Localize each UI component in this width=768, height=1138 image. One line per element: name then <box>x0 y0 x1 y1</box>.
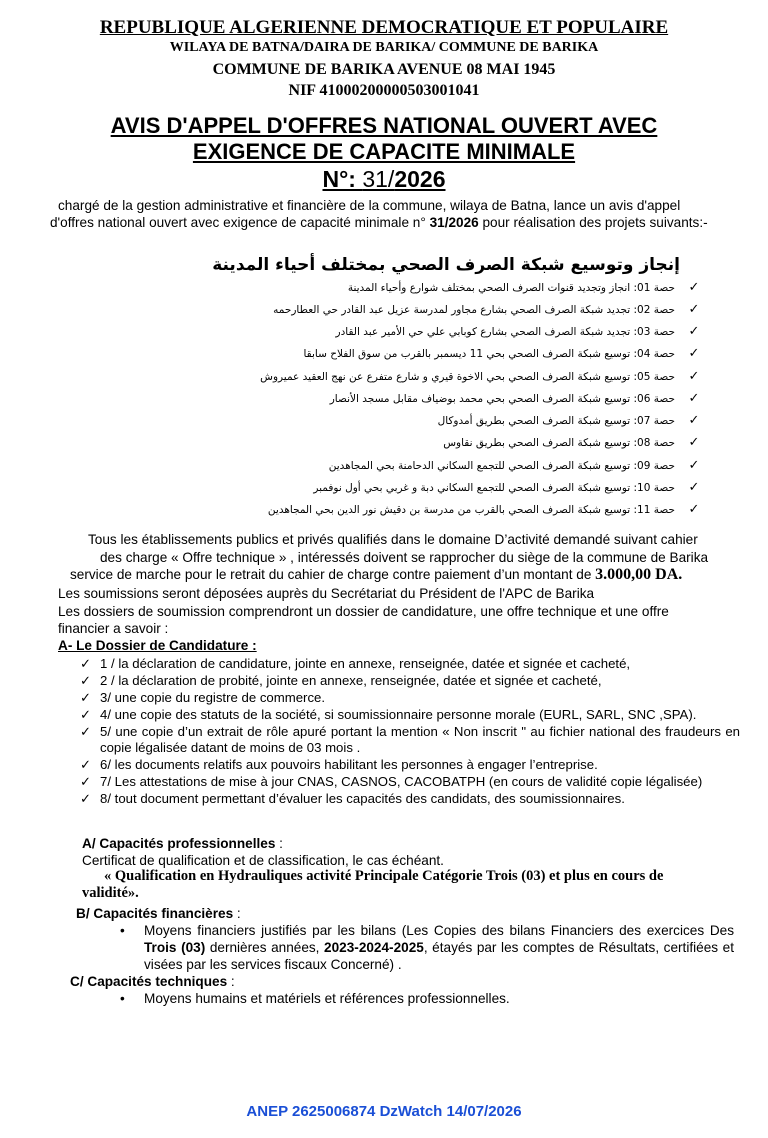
lot-text: حصة 03: تجديد شبكة الصرف الصحي بشارع كوبابي علي حي الأمير عبد القادر <box>335 325 675 338</box>
check-icon: ✓ <box>80 707 92 722</box>
lot-item <box>268 499 705 520</box>
dossier-item <box>80 707 740 723</box>
check-icon: ✓ <box>688 369 700 384</box>
dossier-item <box>80 724 740 756</box>
lot-item <box>336 321 706 342</box>
lot-item <box>443 432 705 453</box>
capacites-tech-item <box>120 990 510 1007</box>
dossier-list <box>80 656 740 808</box>
check-icon: ✓ <box>688 324 700 339</box>
dossier-item-text: 1 / la déclaration de candidature, jointe en annexe, renseignée, datée et signée et cacheté, <box>100 656 631 671</box>
dossier-item <box>80 673 740 689</box>
check-icon: ✓ <box>80 673 92 688</box>
check-icon: ✓ <box>80 724 92 739</box>
intro-paragraph <box>50 197 720 231</box>
dossier-item-text: 7/ Les attestations de mise à jour CNAS, CASNOS, CACOBATPH (en cours de validité copie légalisée) <box>100 774 703 789</box>
check-icon: ✓ <box>80 774 92 789</box>
body-p2: Les soumissions seront déposées auprès du Secrétariat du Président de l'APC de Barika <box>58 586 595 601</box>
capacites-pro-text: Certificat de qualification et de classification, le cas échéant. <box>82 853 444 868</box>
check-icon: ✓ <box>688 502 700 517</box>
notice-number <box>0 166 768 192</box>
header-republic: REPUBLIQUE ALGERIENNE DEMOCRATIQUE ET POPULAIRE <box>99 17 669 38</box>
notice-title-line1: AVIS D'APPEL D'OFFRES NATIONAL OUVERT AVEC <box>110 113 658 138</box>
lot-item <box>348 277 705 298</box>
header-wilaya: WILAYA DE BATNA/DAIRA DE BARIKA/ COMMUNE DE BARIKA <box>169 40 599 55</box>
lot-item <box>329 455 705 476</box>
check-icon: ✓ <box>80 757 92 772</box>
dossier-item <box>80 757 740 773</box>
capacites-fin-text-b: dernières années, <box>205 940 325 955</box>
check-icon: ✓ <box>80 791 92 806</box>
lot-text: حصة 10: توسيع شبكة الصرف الصحي للتجمع السكاني دبة و غربي بحي أول نوفمبر <box>313 481 675 494</box>
check-icon: ✓ <box>80 656 92 671</box>
dossier-item-text: 2 / la déclaration de probité, jointe en annexe, renseignée, datée et signée et cacheté, <box>100 673 602 688</box>
anep-footer: ANEP 2625006874 DzWatch 14/07/2026 <box>246 1103 522 1120</box>
capacites-pro-colon: : <box>275 836 283 851</box>
capacites-tech-title: C/ Capacités techniques <box>70 974 228 989</box>
dossier-item <box>80 774 740 790</box>
lot-text: حصة 09: توسيع شبكة الصرف الصحي للتجمع السكاني الدحامنة بحي المجاهدين <box>328 459 675 472</box>
header-address: COMMUNE DE BARIKA AVENUE 08 MAI 1945 <box>212 61 556 78</box>
capacites-fin-text-c: , étayés par les comptes de Résultats, certifiées et visées par les services fiscaux Concerné) . <box>144 940 734 972</box>
capacites-fin-text-a: Moyens financiers justifiés par les bilans (Les Copies des bilans Financiers des exercices Des <box>144 923 734 938</box>
body-p1-line3 <box>70 566 682 583</box>
body-p3-line2: financier a savoir : <box>58 621 169 636</box>
lot-text: حصة 07: توسيع شبكة الصرف الصحي بطريق أمدوكال <box>437 414 675 427</box>
header-nif: NIF 41000200000503001041 <box>288 82 480 99</box>
check-icon: ✓ <box>80 690 92 705</box>
check-icon: ✓ <box>688 346 700 361</box>
body-p3-line1: Les dossiers de soumission comprendront un dossier de candidature, une offre technique et une offre <box>58 604 669 619</box>
lot-text: حصة 11: توسيع شبكة الصرف الصحي بالقرب من مدرسة بن دقيش نور الدين بحي المجاهدين <box>267 503 675 516</box>
dossier-item-text: 3/ une copie du registre de commerce. <box>100 690 326 705</box>
lot-item <box>438 410 705 431</box>
dossier-item-text: 5/ une copie d’un extrait de rôle apuré portant la mention « Non inscrit " au fichier national des fraudeurs en copie légalisée datant de moins de 03 mois . <box>100 724 740 755</box>
lot-text: حصة 04: توسيع شبكة الصرف الصحي بحي 11 ديسمبر بالقرب من سوق الفلاح سابقا <box>303 347 675 360</box>
dossier-item <box>80 690 740 706</box>
check-icon: ✓ <box>688 391 700 406</box>
check-icon: ✓ <box>688 302 700 317</box>
dossier-heading: A- Le Dossier de Candidature : <box>58 638 257 653</box>
intro-part1: chargé de la gestion administrative et financière de la commune, wilaya de Batna, lance un avis d'appel d'offres national ouvert avec exigence de capacité minimale n° <box>50 198 681 230</box>
body-p1-line2: des charge « Offre technique » , intéressés doivent se rapprocher du siège de la commune de Barika <box>100 550 709 565</box>
fee-amount: 3.000,00 DA <box>595 566 679 583</box>
bullet-icon: • <box>120 923 125 938</box>
lot-item <box>313 477 705 498</box>
capacites-tech-text: Moyens humains et matériels et références professionnelles. <box>144 991 510 1006</box>
body-p1-line1: Tous les établissements publics et privés qualifiés dans le domaine D’activité demandé suivant cahier <box>88 532 698 547</box>
capacites-fin-title: B/ Capacités financières <box>76 906 234 921</box>
capacites-pro-qualification: « Qualification en Hydrauliques activité Principale Catégorie Trois (03) et plus en cours de validité». <box>82 868 664 901</box>
dossier-item-text: 4/ une copie des statuts de la société, si soumissionnaire personne morale (EURL, SARL, SNC ,SPA). <box>100 707 697 722</box>
capacites-pro-heading <box>82 835 283 852</box>
capacites-tech-heading <box>70 973 235 990</box>
lot-item <box>260 366 705 387</box>
capacites-fin-years: 2023-2024-2025 <box>324 940 424 955</box>
notice-number-year: 2026 <box>394 166 446 192</box>
capacites-pro-title: A/ Capacités professionnelles <box>82 836 276 851</box>
dossier-item <box>80 656 740 672</box>
fee-amount-end: . <box>678 566 683 583</box>
capacites-fin-item <box>120 922 734 973</box>
lot-text: حصة 01: انجاز وتجديد قنوات الصرف الصحي بمختلف شوارع وأحياء المدينة <box>347 281 675 294</box>
lot-item <box>303 343 705 364</box>
bullet-icon: • <box>120 991 125 1006</box>
dossier-item <box>80 791 740 807</box>
body-p1-text: service de marche pour le retrait du cahier de charge contre paiement d’un montant de <box>70 567 596 582</box>
intro-part2: pour réalisation des projets suivants:- <box>478 215 708 230</box>
lot-text: حصة 05: توسيع شبكة الصرف الصحي بحي الاخوة قيري و شارع متفرع عن نهج العقيد عميروش <box>260 370 675 383</box>
lot-item <box>330 388 705 409</box>
capacites-fin-text <box>144 922 734 973</box>
check-icon: ✓ <box>688 280 700 295</box>
dossier-item-text: 6/ les documents relatifs aux pouvoirs habilitant les personnes à engager l’entreprise. <box>100 757 598 772</box>
check-icon: ✓ <box>688 458 700 473</box>
lot-text: حصة 02: تجديد شبكة الصرف الصحي بشارع مجاور لمدرسة عزيل عبد القادر حي العطارحمه <box>273 303 675 316</box>
dossier-item-text: 8/ tout document permettant d’évaluer les capacités des candidats, des soumissionnaires. <box>100 791 625 806</box>
check-icon: ✓ <box>688 480 700 495</box>
notice-number-main: 31/ <box>362 166 395 192</box>
capacites-fin-colon: : <box>233 906 241 921</box>
notice-number-prefix: N°: <box>322 166 363 192</box>
capacites-fin-heading <box>76 905 241 922</box>
project-title-ar: إنجاز وتوسيع شبكة الصرف الصحي بمختلف أحياء المدينة <box>212 255 680 275</box>
capacites-fin-trois: Trois (03) <box>144 940 206 955</box>
lot-item <box>273 299 705 320</box>
notice-title-line2: EXIGENCE DE CAPACITE MINIMALE <box>192 139 576 164</box>
intro-ref: 31/2026 <box>429 215 479 230</box>
check-icon: ✓ <box>688 435 700 450</box>
lot-text: حصة 06: توسيع شبكة الصرف الصحي بحي محمد بوضياف مقابل مسجد الأنصار <box>329 392 675 405</box>
capacites-tech-colon: : <box>227 974 235 989</box>
lot-text: حصة 08: توسيع شبكة الصرف الصحي بطريق نقاوس <box>443 436 675 449</box>
check-icon: ✓ <box>688 413 700 428</box>
